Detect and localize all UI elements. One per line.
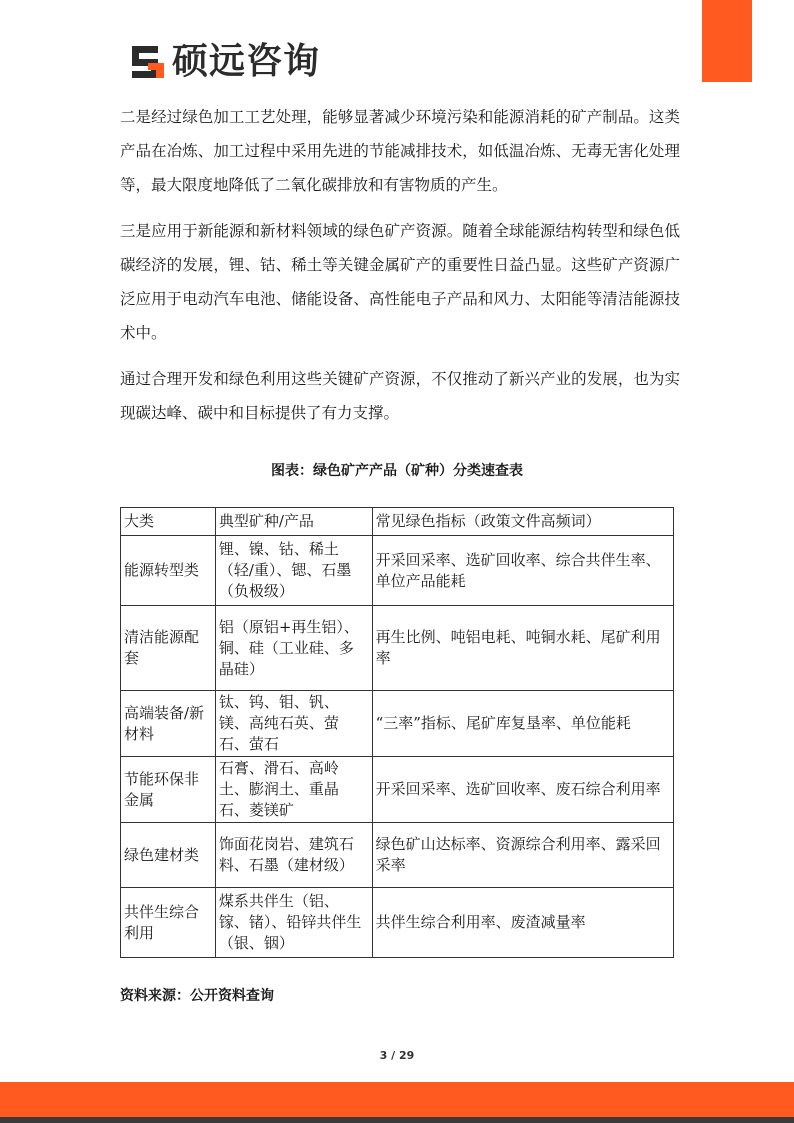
cell-indicators: 再生比例、吨铝电耗、吨铜水耗、尾矿利用率: [372, 606, 673, 691]
header-indicators: 常见绿色指标（政策文件高频词）: [372, 508, 673, 536]
cell-category: 节能环保非金属: [121, 757, 216, 823]
body-text: [120, 100, 680, 442]
header-minerals: 典型矿种/产品: [215, 508, 372, 536]
cell-indicators: 共伴生综合利用率、废渣减量率: [372, 888, 673, 958]
paragraph: 二是经过绿色加工工艺处理，能够显著减少环境污染和能源消耗的矿产制品。这类产品在冶炼、加工过程中采用先进的节能减排技术，如低温冶炼、无毒无害化处理等，最大限度地降低了二氧化碳排放和有害物质的产生。: [120, 108, 680, 194]
table-caption: 图表：绿色矿产产品（矿种）分类速查表: [271, 463, 523, 479]
cell-indicators: 开采回采率、选矿回收率、综合共伴生率、单位产品能耗: [372, 536, 673, 606]
table-row: [121, 823, 674, 888]
cell-minerals-text: 石膏、滑石、高岭土、膨润土、重晶石、菱镁矿: [218, 759, 339, 819]
paragraph: 三是应用于新能源和新材料领域的绿色矿产资源。随着全球能源结构转型和绿色低碳经济的发展，锂、钴、稀土等关键金属矿产的重要性日益凸显。这些矿产资源广泛应用于电动汽车电池、储能设备、高性能电子产品和风力、太阳能等清洁能源技术中。: [120, 222, 680, 342]
table-row: [121, 536, 674, 606]
cell-category: 清洁能源配套: [121, 606, 216, 691]
header-category: 大类: [121, 508, 216, 536]
cell-minerals: 锂、镍、钴、稀土（轻/重）、锶、石墨（负极级）: [215, 536, 372, 606]
cell-indicators: 开采回采率、选矿回收率、废石综合利用率: [372, 757, 673, 823]
table-row: [121, 888, 674, 958]
table-header-row: [121, 508, 674, 536]
paragraph: 通过合理开发和绿色利用这些关键矿产资源，不仅推动了新兴产业的发展，也为实现碳达峰、碳中和目标提供了有力支撑。: [120, 370, 680, 422]
table-row: [121, 691, 674, 757]
cell-minerals: [215, 757, 372, 823]
brand-mark-icon: [128, 42, 168, 82]
table-row: [121, 606, 674, 691]
brand-logo: [128, 38, 320, 86]
brand-name: 硕远咨询: [172, 41, 321, 82]
cell-category: 绿色建材类: [121, 823, 216, 888]
header-accent-block: [702, 0, 752, 82]
cell-indicators: “三率”指标、尾矿库复垦率、单位能耗: [372, 691, 673, 757]
page-number: 3 / 29: [379, 1049, 415, 1062]
cell-category: 共伴生综合利用: [121, 888, 216, 958]
cell-minerals: 铝（原铝+再生铝）、铜、硅（工业硅、多晶硅）: [215, 606, 372, 691]
footer-accent-bar: [0, 1082, 794, 1117]
table-row: [121, 757, 674, 823]
cell-indicators: 绿色矿山达标率、资源综合利用率、露采回采率: [372, 823, 673, 888]
source-note: 资料来源：公开资料查询: [120, 988, 274, 1004]
cell-minerals: 饰面花岗岩、建筑石料、石墨（建材级）: [215, 823, 372, 888]
footer-dark-line: [0, 1117, 794, 1123]
classification-table: [120, 507, 674, 958]
cell-minerals: 钛、钨、钼、钒、镁、高纯石英、萤石、萤石: [215, 691, 372, 757]
cell-category: 能源转型类: [121, 536, 216, 606]
cell-category: 高端装备/新材料: [121, 691, 216, 757]
cell-minerals: 煤系共伴生（铝、镓、锗）、铅锌共伴生（银、铟）: [215, 888, 372, 958]
